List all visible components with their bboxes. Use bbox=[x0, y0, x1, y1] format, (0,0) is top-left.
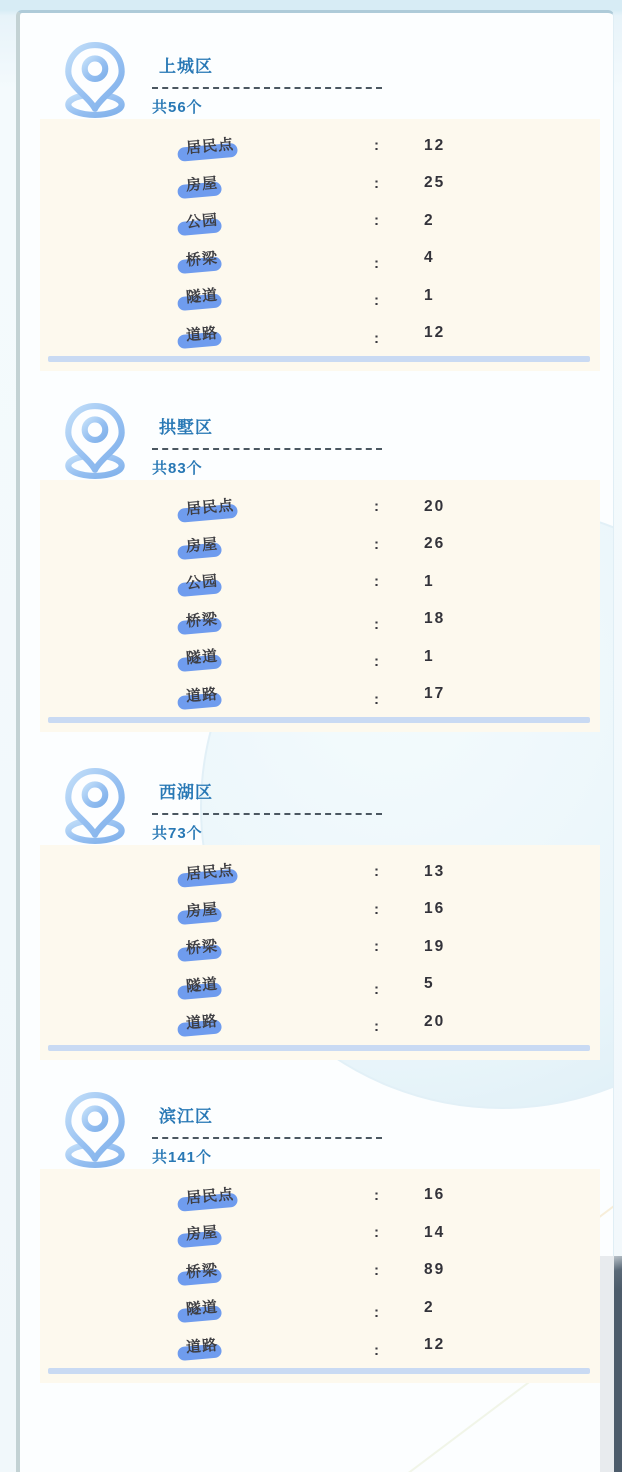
stat-value: 89 bbox=[424, 1261, 446, 1279]
district-title: 上城区 bbox=[159, 57, 213, 76]
stat-colon: : bbox=[374, 212, 379, 230]
stat-colon: : bbox=[374, 863, 379, 881]
district-total: 共83个 bbox=[152, 460, 203, 477]
dashed-divider bbox=[152, 87, 382, 89]
location-pin-icon bbox=[60, 402, 132, 480]
stat-value: 25 bbox=[424, 174, 446, 192]
stat-value: 5 bbox=[424, 975, 435, 993]
stat-colon: : bbox=[374, 615, 379, 633]
stat-colon: : bbox=[374, 292, 379, 310]
stat-value: 19 bbox=[424, 937, 446, 955]
stat-row bbox=[40, 1327, 600, 1365]
district-section bbox=[20, 13, 613, 371]
district-header bbox=[20, 1091, 613, 1169]
stat-row bbox=[40, 1003, 600, 1041]
stat-label: 道路 bbox=[185, 1333, 219, 1357]
stat-value: 26 bbox=[424, 535, 446, 553]
stat-value: 1 bbox=[424, 647, 435, 665]
stat-value: 20 bbox=[424, 1012, 446, 1030]
stat-label: 桥梁 bbox=[185, 935, 219, 959]
stat-colon: : bbox=[374, 1341, 379, 1359]
district-header bbox=[20, 767, 613, 845]
stat-label: 房屋 bbox=[185, 1221, 219, 1245]
stat-label: 房屋 bbox=[185, 171, 219, 195]
stat-value: 12 bbox=[424, 1336, 446, 1354]
district-section bbox=[20, 1060, 613, 1384]
stat-label: 道路 bbox=[185, 1010, 219, 1034]
stat-row bbox=[40, 240, 600, 278]
district-title: 滨江区 bbox=[159, 1106, 213, 1126]
dashed-divider bbox=[152, 1137, 382, 1139]
stat-colon: : bbox=[374, 938, 379, 956]
district-header bbox=[20, 41, 613, 119]
stat-colon: : bbox=[374, 535, 379, 553]
stats-panel bbox=[40, 119, 600, 371]
stat-row bbox=[40, 638, 600, 676]
stat-value: 14 bbox=[424, 1223, 446, 1241]
stat-colon: : bbox=[374, 1261, 379, 1279]
stat-row bbox=[40, 891, 600, 929]
dashed-divider bbox=[152, 813, 382, 815]
stat-label: 隧道 bbox=[185, 1296, 219, 1320]
stats-panel bbox=[40, 1169, 600, 1384]
stat-row bbox=[40, 315, 600, 353]
stat-value: 2 bbox=[424, 1298, 435, 1316]
stat-value: 16 bbox=[424, 1186, 446, 1204]
stat-value: 13 bbox=[424, 862, 446, 880]
stat-row bbox=[40, 1252, 600, 1290]
stat-colon: : bbox=[374, 980, 379, 998]
stat-value: 1 bbox=[424, 572, 435, 590]
stat-row bbox=[40, 165, 600, 203]
stat-colon: : bbox=[374, 900, 379, 918]
stat-row bbox=[40, 1289, 600, 1327]
stat-value: 17 bbox=[424, 685, 446, 703]
stats-panel bbox=[40, 480, 600, 732]
stat-label: 居民点 bbox=[185, 859, 235, 884]
district-total: 共141个 bbox=[152, 1148, 213, 1166]
stat-colon: : bbox=[374, 1304, 379, 1322]
stat-colon: : bbox=[374, 690, 379, 708]
stat-label: 桥梁 bbox=[185, 246, 219, 270]
stat-label: 居民点 bbox=[185, 133, 235, 158]
location-pin-icon bbox=[60, 1091, 132, 1169]
stat-value: 18 bbox=[424, 610, 446, 628]
stat-label: 居民点 bbox=[185, 494, 235, 519]
district-stats-panel bbox=[16, 10, 614, 1472]
district-header bbox=[20, 402, 613, 480]
scrollbar-thumb[interactable] bbox=[614, 1256, 622, 1472]
stat-row bbox=[40, 928, 600, 966]
stat-row bbox=[40, 563, 600, 601]
stat-row bbox=[40, 202, 600, 240]
section-bottom-bar bbox=[48, 1045, 590, 1051]
stat-label: 房屋 bbox=[185, 897, 219, 921]
stat-value: 4 bbox=[424, 249, 435, 267]
district-total: 共73个 bbox=[152, 825, 203, 842]
stat-colon: : bbox=[374, 573, 379, 591]
stat-value: 12 bbox=[424, 136, 446, 154]
stat-colon: : bbox=[374, 1186, 379, 1204]
stat-value: 16 bbox=[424, 900, 446, 918]
stat-row bbox=[40, 488, 600, 526]
district-title: 拱墅区 bbox=[159, 418, 213, 437]
stats-panel bbox=[40, 845, 600, 1060]
stat-row bbox=[40, 853, 600, 891]
stat-row bbox=[40, 526, 600, 564]
stat-row bbox=[40, 676, 600, 714]
stat-row bbox=[40, 1214, 600, 1252]
stat-label: 隧道 bbox=[185, 284, 219, 308]
district-section bbox=[20, 732, 613, 1060]
stat-label: 公园 bbox=[185, 570, 219, 594]
stat-row bbox=[40, 966, 600, 1004]
location-pin-icon bbox=[60, 767, 132, 845]
stat-row bbox=[40, 601, 600, 639]
stat-colon: : bbox=[374, 174, 379, 192]
stat-label: 桥梁 bbox=[185, 1258, 219, 1282]
stat-row bbox=[40, 127, 600, 165]
stat-colon: : bbox=[374, 329, 379, 347]
section-bottom-bar bbox=[48, 717, 590, 723]
stat-label: 道路 bbox=[185, 321, 219, 345]
stat-value: 1 bbox=[424, 286, 435, 304]
stat-label: 居民点 bbox=[185, 1183, 235, 1208]
stat-colon: : bbox=[374, 254, 379, 272]
stat-value: 2 bbox=[424, 211, 435, 229]
scrollbar-track[interactable] bbox=[600, 1256, 614, 1472]
stat-label: 桥梁 bbox=[185, 607, 219, 631]
stat-colon: : bbox=[374, 653, 379, 671]
stat-label: 公园 bbox=[185, 209, 219, 233]
stat-colon: : bbox=[374, 1224, 379, 1242]
stat-colon: : bbox=[374, 137, 379, 155]
location-pin-icon bbox=[60, 41, 132, 119]
stat-label: 隧道 bbox=[185, 972, 219, 996]
stat-label: 房屋 bbox=[185, 532, 219, 556]
section-bottom-bar bbox=[48, 356, 590, 362]
district-section bbox=[20, 371, 613, 732]
stat-value: 12 bbox=[424, 324, 446, 342]
section-bottom-bar bbox=[48, 1368, 590, 1374]
stat-label: 隧道 bbox=[185, 645, 219, 669]
dashed-divider bbox=[152, 448, 382, 450]
stat-row bbox=[40, 277, 600, 315]
stat-row bbox=[40, 1177, 600, 1215]
stat-colon: : bbox=[374, 498, 379, 516]
stat-colon: : bbox=[374, 1018, 379, 1036]
stat-label: 道路 bbox=[185, 682, 219, 706]
district-title: 西湖区 bbox=[159, 783, 213, 802]
district-total: 共56个 bbox=[152, 99, 203, 116]
stat-value: 20 bbox=[424, 497, 446, 515]
